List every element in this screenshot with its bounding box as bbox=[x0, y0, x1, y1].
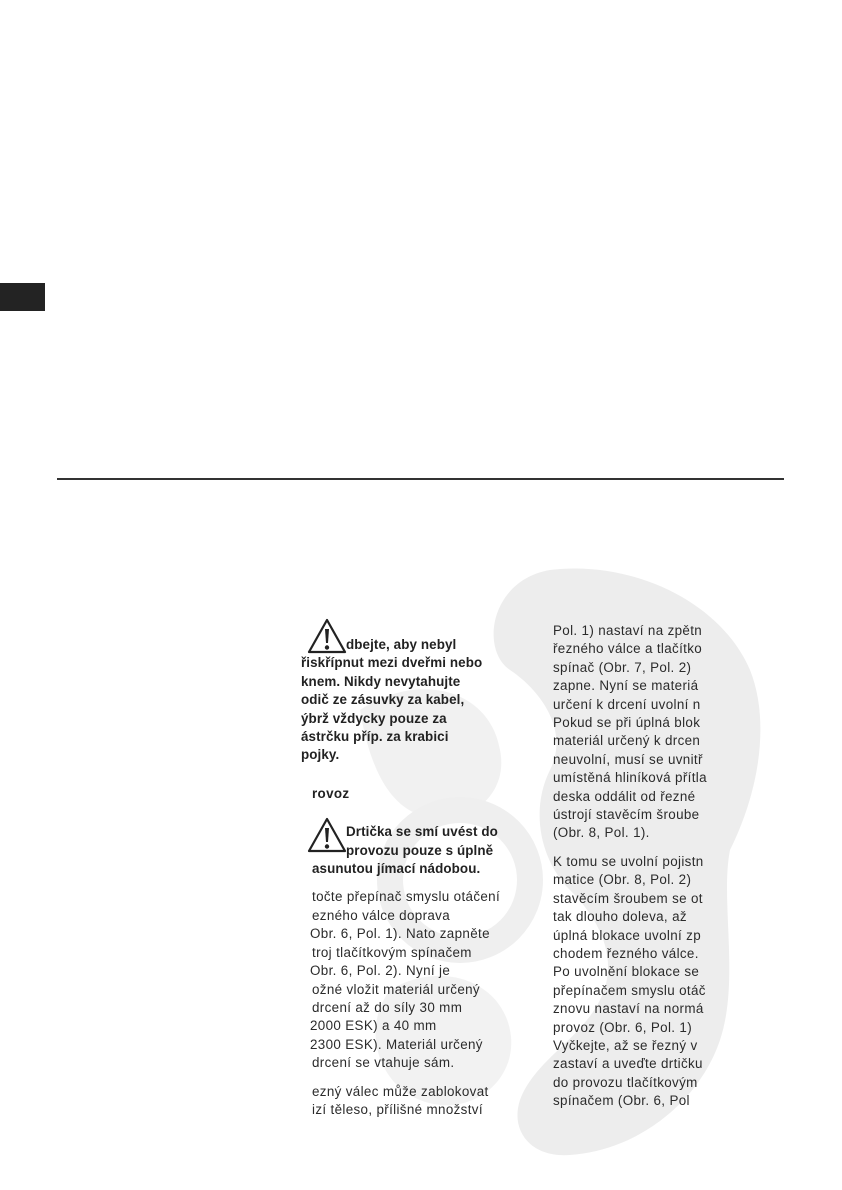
paragraph-line: spínačem (Obr. 6, Pol bbox=[553, 1093, 690, 1109]
paragraph-reverse bbox=[553, 622, 748, 843]
paragraph-line: umístěná hliníková přítla bbox=[553, 770, 707, 786]
paragraph-line: ezného válce doprava bbox=[312, 907, 451, 923]
paragraph-lock-nut bbox=[553, 853, 748, 1111]
paragraph-line: K tomu se uvolní pojistn bbox=[553, 853, 704, 869]
paragraph-line: Obr. 6, Pol. 2). Nyní je bbox=[310, 963, 451, 979]
warning-cable-line: řiskřípnut mezi dveřmi nebo bbox=[301, 655, 483, 671]
paragraph-line: deska oddálit od řezné bbox=[553, 788, 696, 804]
warning-cable-line: knem. Nikdy nevytahujte bbox=[301, 673, 461, 689]
paragraph-line: spínač (Obr. 7, Pol. 2) bbox=[553, 659, 692, 675]
warning-cable-line: odič ze zásuvky za kabel, bbox=[301, 692, 465, 708]
warning-container-line: provozu pouze s úplně bbox=[346, 842, 494, 858]
paragraph-line: ožné vložit materiál určený bbox=[312, 981, 480, 997]
warning-cable-line: ástrčku příp. za krabici bbox=[301, 729, 449, 745]
paragraph-line: Vyčkejte, až se řezný v bbox=[553, 1037, 698, 1053]
warning-triangle-icon bbox=[307, 618, 347, 654]
paragraph-line: Obr. 6, Pol. 1). Nato zapněte bbox=[310, 926, 490, 942]
paragraph-line: drcení se vtahuje sám. bbox=[312, 1055, 455, 1071]
warning-cable bbox=[301, 636, 531, 765]
paragraph-line: znovu nastaví na normá bbox=[553, 1001, 704, 1017]
warning-triangle-icon bbox=[307, 817, 347, 853]
paragraph-line: stavěcím šroubem se ot bbox=[553, 890, 703, 906]
paragraph-operation bbox=[301, 888, 531, 1072]
paragraph-line: určení k drcení uvolní n bbox=[553, 696, 701, 712]
warning-container bbox=[301, 823, 531, 878]
paragraph-line: ezný válec může zablokovat bbox=[312, 1083, 489, 1099]
paragraph-line: troj tlačítkovým spínačem bbox=[312, 944, 472, 960]
paragraph-line: drcení až do síly 30 mm bbox=[312, 999, 463, 1015]
paragraph-line: (Obr. 8, Pol. 1). bbox=[553, 825, 650, 841]
warning-cable-line: pojky. bbox=[301, 747, 340, 763]
paragraph-line: ústrojí stavěcím šroube bbox=[553, 807, 700, 823]
warning-cable-line: ýbrž vždycky pouze za bbox=[301, 710, 447, 726]
paragraph-blockage bbox=[301, 1083, 531, 1120]
paragraph-line: Pol. 1) nastaví na zpětn bbox=[553, 623, 703, 638]
horizontal-rule bbox=[57, 478, 784, 480]
paragraph-line: materiál určený k drcen bbox=[553, 733, 701, 749]
chapter-tab-marker bbox=[0, 283, 45, 311]
paragraph-line: chodem řezného válce. bbox=[553, 945, 699, 961]
paragraph-line: matice (Obr. 8, Pol. 2) bbox=[553, 872, 692, 888]
paragraph-line: neuvolní, musí se uvnitř bbox=[553, 751, 703, 767]
paragraph-line: provoz (Obr. 6, Pol. 1) bbox=[553, 1019, 693, 1035]
warning-container-line: Drtička se smí uvést do bbox=[346, 824, 498, 840]
paragraph-line: úplná blokace uvolní zp bbox=[553, 927, 702, 943]
paragraph-line: izí těleso, přílišné množství bbox=[312, 1101, 483, 1117]
paragraph-line: řezného válce a tlačítko bbox=[553, 641, 703, 657]
paragraph-line: do provozu tlačítkovým bbox=[553, 1074, 698, 1090]
paragraph-line: přepínačem smyslu otáč bbox=[553, 982, 706, 998]
paragraph-line: zapne. Nyní se materiá bbox=[553, 678, 699, 694]
paragraph-line: točte přepínač smyslu otáčení bbox=[312, 889, 501, 905]
paragraph-line: 2000 ESK) a 40 mm bbox=[310, 1018, 437, 1034]
paragraph-line: 2300 ESK). Materiál určený bbox=[310, 1036, 483, 1052]
warning-container-line: asunutou jímací nádobou. bbox=[312, 861, 481, 877]
left-column bbox=[301, 636, 531, 1119]
paragraph-line: tak dlouho doleva, až bbox=[553, 909, 687, 925]
section-heading: rovoz bbox=[312, 785, 350, 801]
right-column bbox=[553, 622, 748, 1111]
paragraph-line: Pokud se při úplná blok bbox=[553, 715, 701, 731]
warning-cable-line: dbejte, aby nebyl bbox=[346, 637, 457, 652]
paragraph-line: Po uvolnění blokace se bbox=[553, 964, 700, 980]
paragraph-line: zastaví a uveďte drtičku bbox=[553, 1056, 703, 1072]
